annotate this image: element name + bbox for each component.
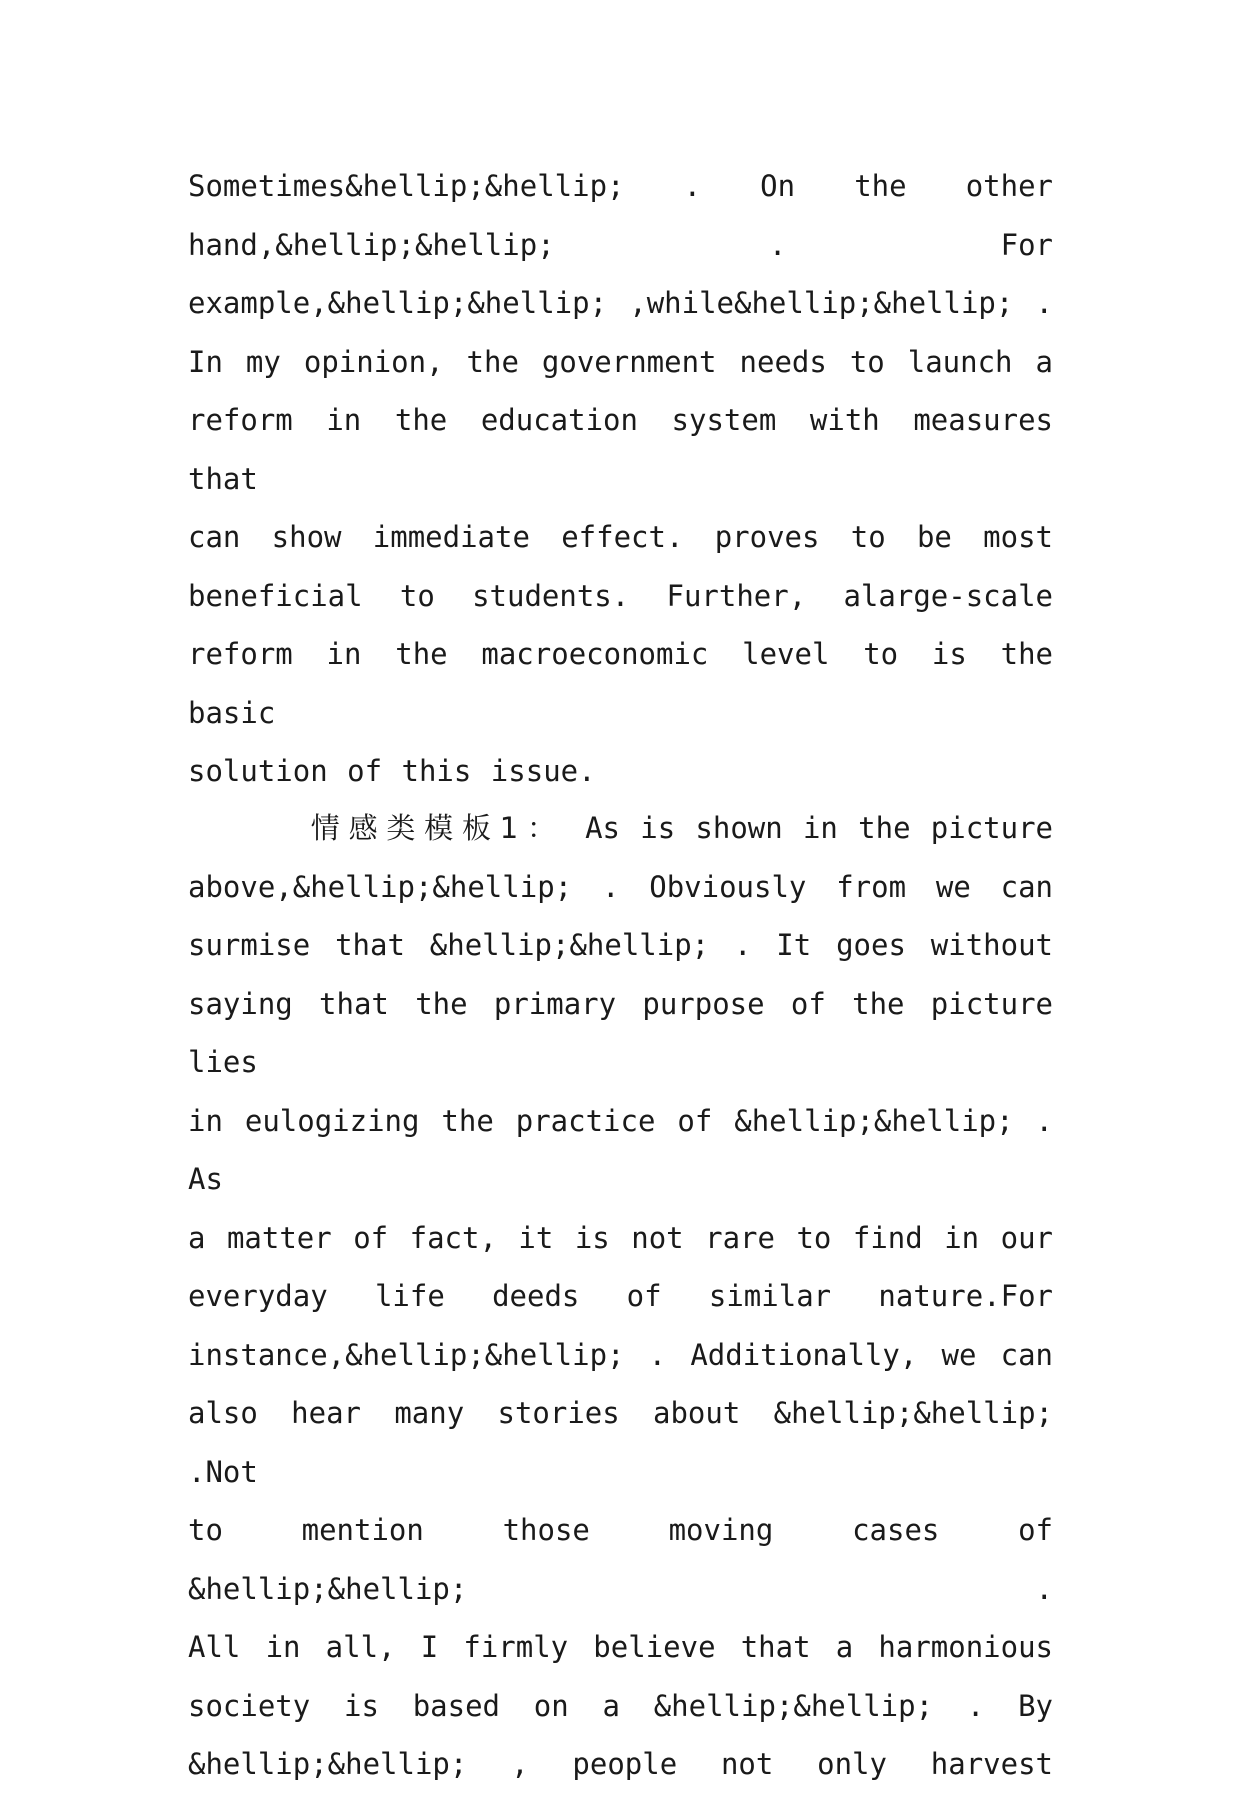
paragraph-1-line: beneficial to students. Further, alarge-scale xyxy=(188,578,1053,613)
paragraph-1-line: can show immediate effect. proves to be most xyxy=(188,520,1053,554)
paragraph-2-line: a matter of fact, it is not rare to find in our xyxy=(188,1220,1053,1255)
paragraph-1-line: reform in the macroeconomic level to is the basic xyxy=(188,637,1053,730)
paragraph-1 xyxy=(188,157,1053,801)
template-heading: 情感类模板1： xyxy=(310,811,565,845)
paragraph-1-line: solution of this issue. xyxy=(188,754,596,788)
paragraph-1-line: In my opinion, the government needs to launch a xyxy=(188,344,1053,379)
paragraph-2-line: saying that the primary purpose of the picture lies xyxy=(188,986,1053,1079)
paragraph-2-first-line xyxy=(188,799,1053,858)
paragraph-2-line: to mention those moving cases of &hellip;&hellip; . xyxy=(188,1513,1053,1606)
paragraph-2-line: As is shown in the picture xyxy=(585,811,1053,845)
paragraph-1-line: Sometimes&hellip;&hellip; . On the other xyxy=(188,169,1053,203)
paragraph-2-line: surmise that &hellip;&hellip; . It goes without xyxy=(188,928,1053,962)
paragraph-2-line: instance,&hellip;&hellip; . Additionally, we can xyxy=(188,1337,1053,1372)
paragraph-2-line: in eulogizing the practice of &hellip;&hellip; . As xyxy=(188,1103,1053,1196)
paragraph-2-line: &hellip;&hellip; , people not only harvest xyxy=(188,1747,1053,1781)
paragraph-1-line: example,&hellip;&hellip; ,while&hellip;&hellip; . xyxy=(188,286,1053,320)
paragraph-2-line: above,&hellip;&hellip; . Obviously from we can xyxy=(188,869,1053,904)
paragraph-1-line: hand,&hellip;&hellip; . For xyxy=(188,227,1053,262)
paragraph-2-line: also hear many stories about &hellip;&hellip; .Not xyxy=(188,1396,1053,1489)
paragraph-1-line: reform in the education system with measures that xyxy=(188,403,1053,496)
paragraph-2 xyxy=(188,799,1053,1794)
paragraph-2-line: All in all, I firmly believe that a harmonious xyxy=(188,1630,1053,1664)
paragraph-2-line: everyday life deeds of similar nature.For xyxy=(188,1279,1053,1313)
paragraph-2-line: society is based on a &hellip;&hellip; . By xyxy=(188,1688,1053,1723)
